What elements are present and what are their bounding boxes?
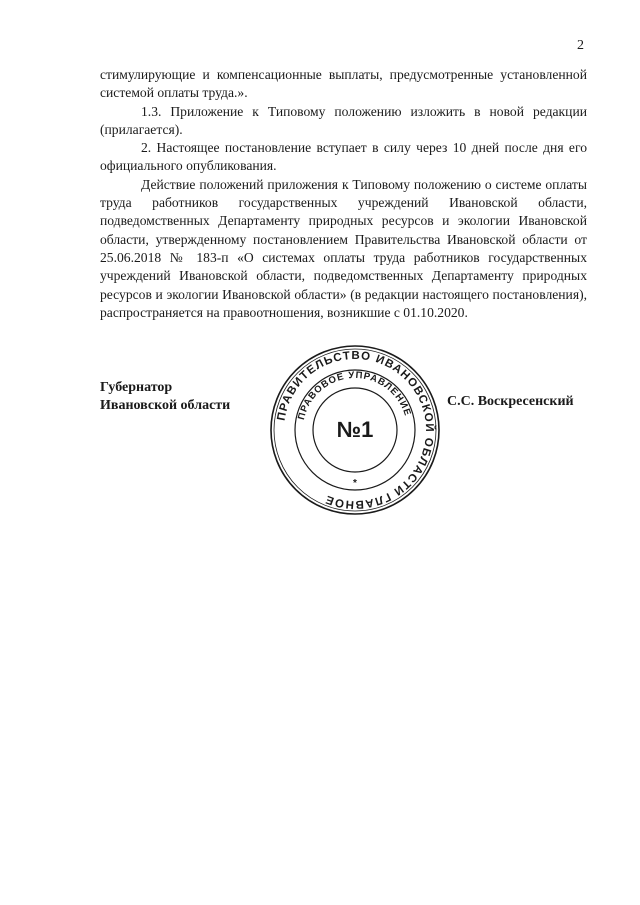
paragraph-effect: Действие положений приложения к Типовому положению о системе оплаты труда работников государственных учреждений Ивановской области, подведомственных Департаменту природных ресурсов и экологии Ивановской области, утвержденному постановлением Правительства Ивановской области от 25.06.2018 № 183-п «О системах оплаты труда работников государственных учреждений Ивановской области, подведомственных Департаменту природных ресурсов и экологии Ивановской области» (в редакции настоящего постановления), распространяется на правоотношения, возникшие с 01.10.2020. bbox=[100, 176, 587, 320]
signatory-position-line-2: Ивановской области bbox=[100, 398, 231, 413]
document-body bbox=[100, 66, 587, 322]
official-seal bbox=[269, 344, 441, 516]
seal-star: * bbox=[353, 478, 357, 489]
paragraph-item-1-3: 1.3. Приложение к Типовому положению изложить в новой редакции (прилагается). bbox=[100, 103, 587, 137]
seal-outer-text: ПРАВИТЕЛЬСТВО ИВАНОВСКОЙ ОБЛАСТИ ГЛАВНОЕ bbox=[275, 349, 436, 511]
seal-center-text: №1 bbox=[336, 417, 374, 442]
signatory-position-line-1: Губернатор bbox=[100, 380, 173, 395]
page-number: 2 bbox=[577, 38, 584, 53]
paragraph-item-2: 2. Настоящее постановление вступает в силу через 10 дней после дня его официального опубликования. bbox=[100, 140, 587, 174]
seal-inner-text: ПРАВОВОЕ УПРАВЛЕНИЕ bbox=[296, 369, 414, 422]
paragraph-continuation: стимулирующие и компенсационные выплаты, предусмотренные установленной системой оплаты труда.». bbox=[100, 67, 587, 101]
signatory-name: С.С. Воскресенский bbox=[447, 394, 574, 409]
seal-graphic bbox=[269, 344, 441, 516]
signatory-position bbox=[100, 379, 230, 415]
